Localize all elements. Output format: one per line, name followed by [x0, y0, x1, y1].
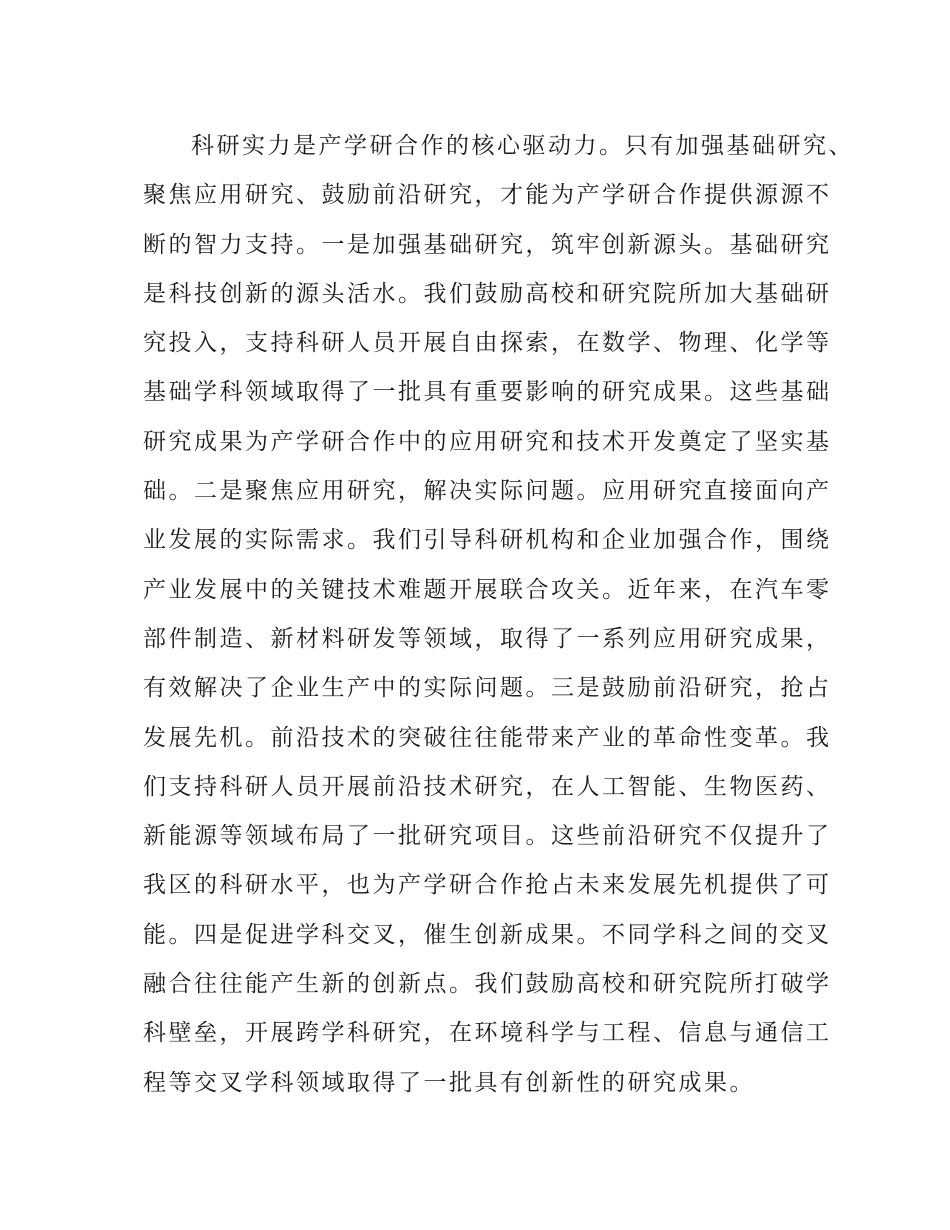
- paragraph-line-18: 融合往往能产生新的创新点。我们鼓励高校和研究院所打破学: [143, 971, 832, 998]
- paragraph-line-12: 有效解决了企业生产中的实际问题。三是鼓励前沿研究，抢占: [143, 675, 832, 702]
- paragraph-line-9: 业发展的实际需求。我们引导科研机构和企业加强合作，围绕: [143, 527, 832, 554]
- paragraph-line-14: 们支持科研人员开展前沿技术研究，在人工智能、生物医药、: [143, 773, 832, 800]
- paragraph-line-19: 科壁垒，开展跨学科研究，在环境科学与工程、信息与通信工: [143, 1020, 832, 1047]
- paragraph-line-8: 础。二是聚焦应用研究，解决实际问题。应用研究直接面向产: [143, 478, 832, 505]
- paragraph-line-17: 能。四是促进学科交叉，催生创新成果。不同学科之间的交叉: [143, 921, 832, 948]
- paragraph-line-2: 聚焦应用研究、鼓励前沿研究，才能为产学研合作提供源源不: [143, 182, 832, 209]
- paragraph-line-7: 研究成果为产学研合作中的应用研究和技术开发奠定了坚实基: [143, 428, 832, 455]
- paragraph-line-4: 是科技创新的源头活水。我们鼓励高校和研究院所加大基础研: [143, 280, 832, 307]
- paragraph-line-6: 基础学科领域取得了一批具有重要影响的研究成果。这些基础: [143, 379, 832, 406]
- paragraph-line-20: 程等交叉学科领域取得了一批具有创新性的研究成果。: [143, 1069, 755, 1096]
- paragraph-line-16: 我区的科研水平，也为产学研合作抢占未来发展先机提供了可: [143, 872, 832, 899]
- paragraph-line-11: 部件制造、新材料研发等领域，取得了一系列应用研究成果，: [143, 625, 832, 652]
- paragraph-line-5: 究投入，支持科研人员开展自由探索，在数学、物理、化学等: [143, 330, 832, 357]
- paragraph-line-15: 新能源等领域布局了一批研究项目。这些前沿研究不仅提升了: [143, 823, 832, 850]
- paragraph-line-3: 断的智力支持。一是加强基础研究，筑牢创新源头。基础研究: [143, 231, 832, 258]
- paragraph-line-10: 产业发展中的关键技术难题开展联合攻关。近年来，在汽车零: [143, 576, 832, 603]
- paragraph-line-1: 科研实力是产学研合作的核心驱动力。只有加强基础研究、: [191, 133, 854, 159]
- paragraph-line-13: 发展先机。前沿技术的突破往往能带来产业的革命性变革。我: [143, 724, 832, 751]
- body-paragraph: [143, 122, 854, 1108]
